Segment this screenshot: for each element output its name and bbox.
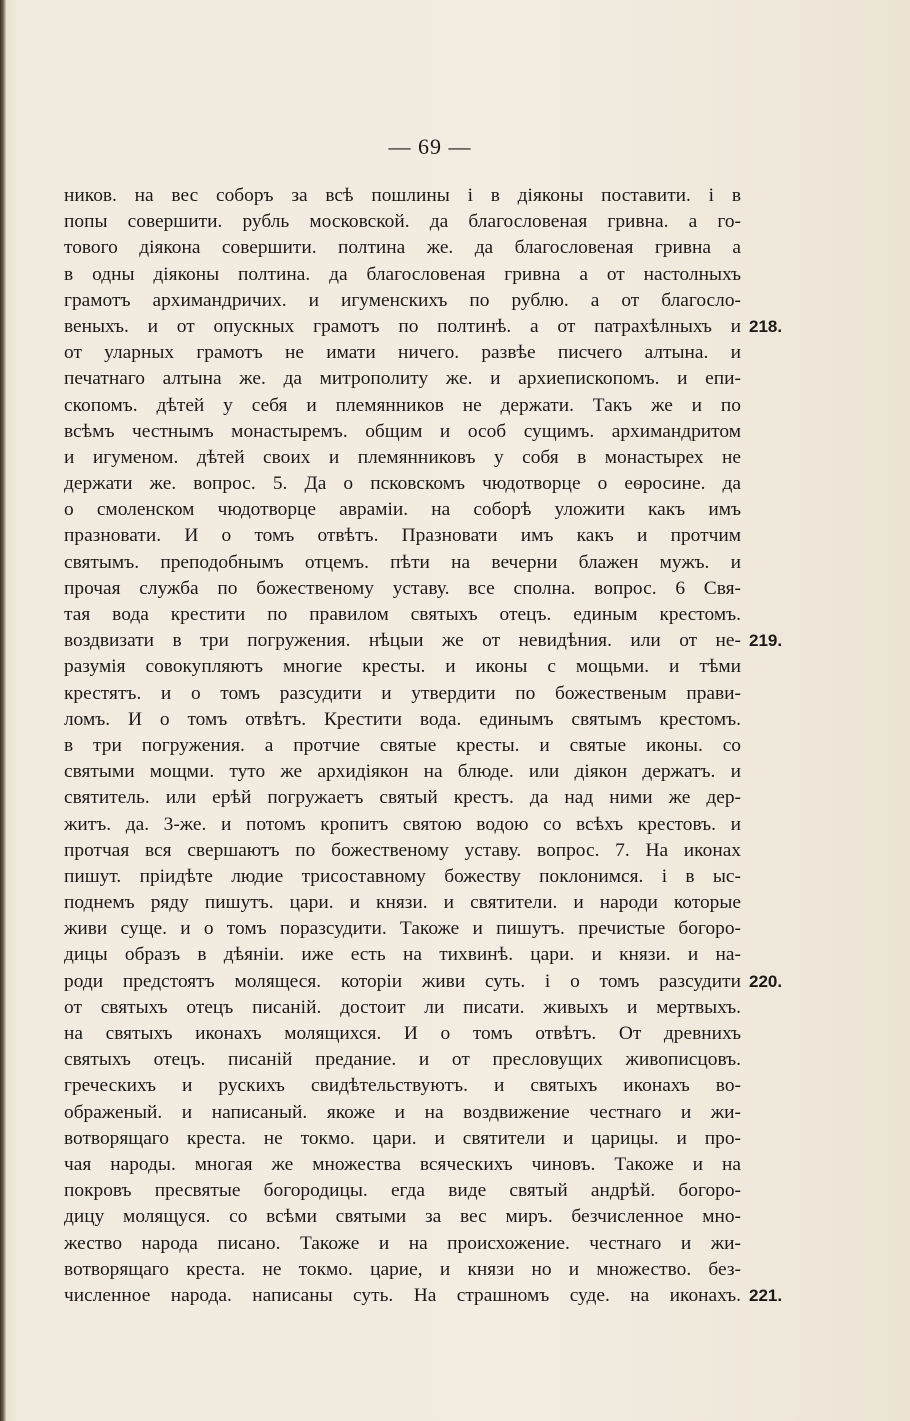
text-line: разумія совокупляютъ многие кресты. и иконы с мощьми. и тѣми <box>64 656 741 678</box>
text-line: печатнаго алтына же. да митрополиту же. и архиепископомъ. и епи- <box>64 368 741 390</box>
text-line: скопомъ. дѣтей у себя и племянников не держати. Такъ же и по <box>64 394 741 416</box>
text-line: вотворящаго креста. не токмо. царие, и князи но и множество. без- <box>64 1258 741 1280</box>
text-line: и игуменом. дѣтей своих и племянниковъ у собя в монастырех не <box>64 446 741 468</box>
text-line: святымъ. преподобнымъ отцемъ. пѣти на вечерни блажен мужъ. и <box>64 551 741 573</box>
text-line: живи суще. и о томъ поразсудити. Такоже и пишутъ. пречистые богоро- <box>64 918 741 940</box>
text-line: тового діякона совершити. полтина же. да благословеная гривна а <box>64 237 741 259</box>
text-line: греческихъ и рускихъ свидѣтельствуютъ. и святыхъ иконахъ во- <box>64 1075 741 1097</box>
page-number: — 69 — <box>388 134 472 159</box>
text-line: численное народа. написаны суть. На страшномъ суде. на иконахъ. <box>64 1284 741 1306</box>
margin-section-number: 218. <box>749 317 783 336</box>
text-line: в три погружения. а протчие святые кресты. и святые иконы. со <box>64 734 741 756</box>
text-line: дицу молящуся. со всѣми святыми за вес миръ. безчисленное мно- <box>64 1206 741 1228</box>
text-line: грамотъ архимандричих. и игуменскихъ по рублю. а от благосло- <box>64 289 741 311</box>
text-line: ломъ. И о томъ отвѣтъ. Крестити вода. единымъ святымъ крестомъ. <box>64 708 741 730</box>
text-line: веныхъ. и от опускных грамотъ по полтинѣ. а от патрахѣлныхъ и <box>64 315 741 337</box>
text-line: дицы образъ в дѣяніи. иже есть на тихвинѣ. цари. и князи. и на- <box>64 944 741 966</box>
text-line: тая вода крестити по правилом святыхъ отецъ. единым крестомъ. <box>64 604 741 625</box>
text-line: пишут. пріидѣте людие трисоставному божеству поклонимся. і в ыс- <box>64 865 741 887</box>
text-line: чая народы. многая же множества всяческихъ чиновъ. Такоже и на <box>64 1153 741 1175</box>
text-line: житъ. да. 3-же. и потомъ кропитъ святою водою со всѣхъ крестовъ. и <box>64 813 741 835</box>
margin-section-number: 220. <box>749 972 783 991</box>
text-line: от уларных грамотъ не имати ничего. развѣе писчего алтына. и <box>64 342 741 364</box>
text-line: поднемъ ряду пишутъ. цари. и князи. и святители. и народи которые <box>64 892 741 914</box>
text-line: всѣмъ честнымъ монастыремъ. общим и особ сущимъ. архимандритом <box>64 420 741 442</box>
text-line: на святыхъ иконахъ молящихся. И о томъ отвѣтъ. От древнихъ <box>64 1023 741 1044</box>
text-line: святыхъ отецъ. писаній предание. и от пресловущих живописцовъ. <box>64 1049 741 1071</box>
body-text <box>64 183 741 1309</box>
text-line: святыми мощми. туто же архидіякон на блюде. или діякон держатъ. и <box>64 761 741 783</box>
text-line: празновати. И о томъ отвѣтъ. Празновати имъ какъ и протчим <box>64 525 741 547</box>
text-line: воздвизати в три погружения. нѣцыи же от невидѣния. или от не- <box>64 630 741 652</box>
text-line: покровъ пресвятые богородицы. егда виде святый андрѣй. богоро- <box>64 1180 741 1202</box>
text-line: вотворящаго креста. не токмо. цари. и святители и царицы. и про- <box>64 1127 741 1149</box>
margin-section-number: 219. <box>749 631 783 651</box>
text-line: попы совершити. рубль московской. да благословеная гривна. а го- <box>64 211 741 233</box>
text-line: о смоленском чюдотворце авраміи. на соборѣ уложити какъ имъ <box>64 499 741 521</box>
text-line: держати же. вопрос. 5. Да о псковскомъ чюдотворце о еѳросине. да <box>64 473 741 495</box>
text-line: прочая служба по божественому уставу. все сполна. вопрос. 6 Свя- <box>64 577 741 599</box>
text-line: от святыхъ отецъ писаній. достоит ли писати. живыхъ и мертвыхъ. <box>64 996 741 1018</box>
text-line: в одны діяконы полтина. да благословеная гривна а от настолныхъ <box>64 263 741 285</box>
text-line: протчая вся свершаютъ по божественому уставу. вопрос. 7. На иконах <box>64 839 741 861</box>
text-line: святитель. или ерѣй погружаетъ святый крестъ. да над ними же дер- <box>64 787 741 809</box>
text-line: жество народа писано. Такоже и на происхожение. честнаго и жи- <box>64 1232 741 1254</box>
text-line: ображеный. и написаный. якоже и на воздвижение честнаго и жи- <box>64 1101 741 1123</box>
margin-section-number: 221. <box>749 1286 783 1306</box>
book-spine-edge <box>0 0 6 1421</box>
text-line: роди предстоятъ молящеся. которіи живи суть. і о томъ разсудити <box>64 970 741 992</box>
text-line: ников. на вес соборъ за всѣ пошлины і в діяконы поставити. і в <box>64 185 741 206</box>
text-line: крестятъ. и о томъ разсудити и утвердити по божественым прави- <box>64 682 741 704</box>
